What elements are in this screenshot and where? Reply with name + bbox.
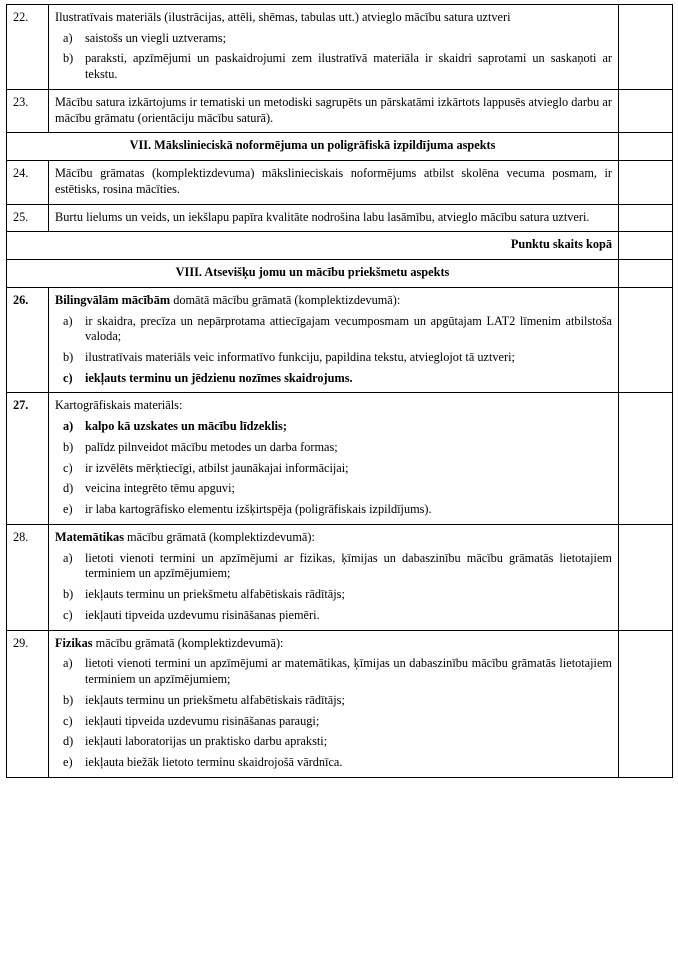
sub-item-label: a) (63, 30, 73, 45)
sub-item-list (55, 31, 612, 83)
list-item (55, 714, 612, 730)
sub-item-text: paraksti, apzīmējumi un paskaidrojumi zem ilustratīvā materiāla ir skaidri saprotami un saskaņoti ar tekstu. (85, 51, 612, 82)
score-cell[interactable] (619, 89, 673, 132)
criterion-text (49, 524, 619, 630)
list-item (55, 656, 612, 687)
sub-item-label: d) (63, 481, 74, 496)
criterion-lead: Kartogrāfiskais materiāls: (55, 398, 183, 413)
table-row (7, 133, 673, 161)
sub-item-text: veicina integrēto tēmu apguvi; (85, 481, 235, 496)
criterion-lead-segment: Bilingvālām mācībām (55, 292, 171, 307)
criterion-text (49, 5, 619, 90)
sub-item-label: b) (63, 439, 74, 454)
list-item (55, 481, 612, 497)
score-cell[interactable] (619, 260, 673, 288)
score-cell[interactable] (619, 524, 673, 630)
sub-item-label: b) (63, 350, 74, 365)
criterion-lead (55, 636, 612, 652)
table-row (7, 260, 673, 288)
sub-item-text: iekļauti tipveida uzdevumu risināšanas piemēri. (85, 607, 320, 622)
table-row (7, 89, 673, 132)
table-row (7, 287, 673, 393)
sub-item-label: c) (63, 460, 73, 475)
list-item (55, 440, 612, 456)
table-row (7, 524, 673, 630)
criterion-lead: Burtu lielums un veids, un iekšlapu papīra kvalitāte nodrošina labu lasāmību, atvieglo mācību satura uztveri. (55, 209, 590, 224)
sub-item-text: lietoti vienoti termini un apzīmējumi ar fizikas, ķīmijas un dabaszinību mācību grāmatās lietotajiem terminiem un apzīmējumiem; (85, 550, 612, 581)
criterion-text (49, 89, 619, 132)
sub-item-label: a) (63, 656, 73, 671)
sub-item-text: iekļauta biežāk lietoto terminu skaidrojošā vārdnīca. (85, 754, 343, 769)
table-row (7, 204, 673, 232)
criterion-number: 24. (7, 161, 49, 204)
table-row (7, 393, 673, 524)
sub-item-label: b) (63, 692, 74, 707)
criterion-text (49, 630, 619, 777)
list-item (55, 551, 612, 582)
criterion-number: 27. (7, 393, 49, 524)
score-cell[interactable] (619, 204, 673, 232)
list-item (55, 461, 612, 477)
sub-item-list (55, 419, 612, 518)
section-heading: VII. Mākslinieciskā noformējuma un poligrāfiskā izpildījuma aspekts (7, 133, 619, 161)
sub-item-label: d) (63, 734, 74, 749)
sub-item-label: b) (63, 587, 74, 602)
sub-item-label: c) (63, 607, 73, 622)
list-item (55, 693, 612, 709)
criterion-lead-segment: domātā mācību grāmatā (komplektizdevumā): (170, 292, 401, 307)
table-body (7, 5, 673, 778)
criterion-lead (55, 530, 612, 546)
total-label: Punktu skaits kopā (7, 232, 619, 260)
criterion-lead (55, 293, 612, 309)
score-cell[interactable] (619, 5, 673, 90)
sub-item-text: ilustratīvais materiāls veic informatīvo funkciju, papildina tekstu, atvieglojot tā uztveri; (85, 350, 515, 365)
list-item (55, 314, 612, 345)
criterion-text (49, 393, 619, 524)
criteria-table (6, 4, 673, 778)
score-cell[interactable] (619, 287, 673, 393)
table-row (7, 161, 673, 204)
criterion-lead-segment: mācību grāmatā (komplektizdevumā): (92, 635, 284, 650)
score-cell[interactable] (619, 133, 673, 161)
criterion-number: 28. (7, 524, 49, 630)
table-row (7, 232, 673, 260)
criterion-text (49, 287, 619, 393)
sub-item-label: e) (63, 502, 73, 517)
list-item (55, 419, 612, 435)
criterion-text (49, 161, 619, 204)
sub-item-text: iekļauti tipveida uzdevumu risināšanas paraugi; (85, 713, 320, 728)
sub-item-list (55, 314, 612, 387)
criterion-lead: Mācību satura izkārtojums ir tematiski un metodiski sagrupēts un pārskatāmi izkārtots lappusēs atvieglo darbu ar mācību grāmatu (orientāciju mācību saturā). (55, 94, 612, 125)
criterion-number: 26. (7, 287, 49, 393)
total-score-cell[interactable] (619, 232, 673, 260)
table-row (7, 630, 673, 777)
list-item (55, 51, 612, 82)
section-heading: VIII. Atsevišķu jomu un mācību priekšmetu aspekts (7, 260, 619, 288)
sub-item-text: ir laba kartogrāfisko elementu izšķirtspēja (poligrāfiskais izpildījums). (85, 502, 432, 517)
criterion-lead: Ilustratīvais materiāls (ilustrācijas, attēli, shēmas, tabulas utt.) atvieglo mācību satura uztveri (55, 10, 511, 24)
sub-item-text: palīdz pilnveidot mācību metodes un darba formas; (85, 439, 338, 454)
sub-item-text: ir izvēlēts mērķtiecīgi, atbilst jaunākajai informācijai; (85, 460, 349, 475)
sub-item-label: e) (63, 754, 73, 769)
criterion-lead-segment: mācību grāmatā (komplektizdevumā): (123, 529, 315, 544)
criterion-number: 29. (7, 630, 49, 777)
score-cell[interactable] (619, 393, 673, 524)
sub-item-text: kalpo kā uzskates un mācību līdzeklis; (85, 419, 287, 434)
sub-item-label: a) (63, 550, 73, 565)
sub-item-label: b) (63, 51, 74, 66)
list-item (55, 31, 612, 47)
sub-item-label: c) (63, 370, 73, 385)
sub-item-text: iekļauts terminu un priekšmetu alfabētiskais rādītājs; (85, 587, 345, 602)
sub-item-label: a) (63, 313, 73, 328)
sub-item-text: iekļauti laboratorijas un praktisko darbu apraksti; (85, 734, 328, 749)
sub-item-text: lietoti vienoti termini un apzīmējumi ar matemātikas, ķīmijas un dabaszinību mācību grāmatās lietotajiem terminiem un apzīmējumiem; (85, 656, 612, 687)
list-item (55, 371, 612, 387)
criterion-lead: Mācību grāmatas (komplektizdevuma) mākslinieciskais noformējums atbilst skolēna vecuma posmam, ir estētisks, rosina mācīties. (55, 166, 612, 196)
list-item (55, 587, 612, 603)
sub-item-list (55, 551, 612, 624)
criterion-lead-segment: Matemātikas (55, 529, 124, 544)
sub-item-label: c) (63, 713, 73, 728)
criterion-number: 22. (7, 5, 49, 90)
score-cell[interactable] (619, 161, 673, 204)
criterion-text (49, 204, 619, 232)
score-cell[interactable] (619, 630, 673, 777)
list-item (55, 350, 612, 366)
sub-item-text: saistošs un viegli uztverams; (85, 30, 227, 45)
criterion-number: 23. (7, 89, 49, 132)
table-row (7, 5, 673, 90)
sub-item-text: iekļauts terminu un jēdzienu nozīmes skaidrojums. (85, 370, 353, 385)
list-item (55, 734, 612, 750)
sub-item-list (55, 656, 612, 770)
sub-item-text: iekļauts terminu un priekšmetu alfabētiskais rādītājs; (85, 692, 345, 707)
criterion-number: 25. (7, 204, 49, 232)
criterion-lead-segment: Fizikas (55, 635, 93, 650)
list-item (55, 608, 612, 624)
list-item (55, 755, 612, 771)
sub-item-label: a) (63, 419, 74, 434)
list-item (55, 502, 612, 518)
sub-item-text: ir skaidra, precīza un nepārprotama attiecīgajam vecumposmam un apgūtajam LAT2 līmenim atbilstoša valoda; (85, 313, 612, 344)
